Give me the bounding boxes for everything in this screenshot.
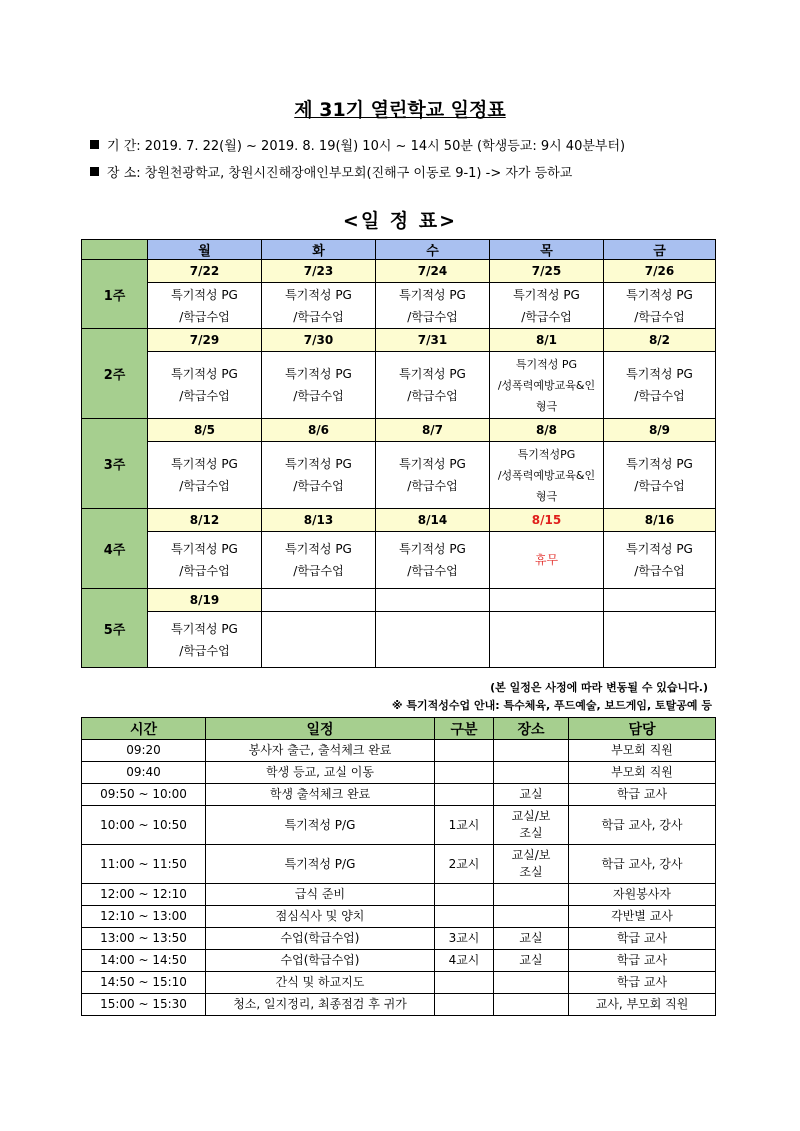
activity-line: /학급수업	[634, 309, 685, 324]
place-line	[90, 162, 572, 181]
date-cell: 7/26	[604, 260, 716, 283]
day-header: 화	[262, 240, 376, 260]
calendar-day-header-row	[82, 240, 716, 260]
activity-line: /학급수업	[521, 309, 572, 324]
week-label: 1주	[82, 260, 148, 329]
date-cell: 7/23	[262, 260, 376, 283]
table-row	[82, 806, 716, 845]
schedule-cell: 각반별 교사	[569, 906, 716, 928]
table-row	[82, 928, 716, 950]
date-cell: 7/30	[262, 329, 376, 352]
schedule-cell: 12:10 ~ 13:00	[82, 906, 206, 928]
table-row	[82, 972, 716, 994]
table-row	[82, 884, 716, 906]
schedule-cell: 교실	[494, 950, 569, 972]
schedule-cell: 학급 교사	[569, 928, 716, 950]
schedule-cell: 학급 교사, 강사	[569, 845, 716, 884]
week-date-row	[82, 260, 716, 283]
week-label: 3주	[82, 419, 148, 509]
schedule-cell	[435, 994, 494, 1016]
table-row	[82, 784, 716, 806]
schedule-cell: 간식 및 하교지도	[206, 972, 435, 994]
activity-line: /학급수업	[407, 479, 458, 493]
activity-cell	[490, 532, 604, 589]
schedule-cell: 교실	[494, 928, 569, 950]
date-cell: 7/29	[148, 329, 262, 352]
activity-line: 특기적성 PG	[171, 457, 238, 471]
schedule-cell	[435, 884, 494, 906]
activity-cell	[490, 612, 604, 668]
activity-cell	[376, 612, 490, 668]
activity-line: 형극	[535, 399, 558, 413]
activity-cell	[604, 352, 716, 419]
schedule-cell	[435, 784, 494, 806]
week-label: 2주	[82, 329, 148, 419]
day-header: 목	[490, 240, 604, 260]
square-bullet-icon	[90, 140, 99, 149]
schedule-cell: 학생 출석체크 완료	[206, 784, 435, 806]
schedule-header-row	[82, 718, 716, 740]
schedule-cell: 4교시	[435, 950, 494, 972]
activity-cell	[604, 283, 716, 329]
schedule-cell: 15:00 ~ 15:30	[82, 994, 206, 1016]
activity-line: /학급수업	[407, 389, 458, 403]
activity-line: 특기적성 PG	[626, 287, 693, 302]
date-cell: 8/6	[262, 419, 376, 442]
schedule-cell: 14:00 ~ 14:50	[82, 950, 206, 972]
activity-line: /학급수업	[179, 643, 230, 658]
page-title-text: 제 31기 열린학교 일정표	[294, 99, 506, 121]
week-label: 4주	[82, 509, 148, 589]
table-row	[82, 950, 716, 972]
date-cell: 8/7	[376, 419, 490, 442]
activity-line: /학급수업	[407, 564, 458, 578]
place-text: 장 소: 창원천광학교, 창원시진해장애인부모회(진해구 이동로 9-1) -> 자가 등하교	[107, 166, 573, 181]
activity-line: 특기적성 PG	[513, 287, 580, 302]
schedule-cell: 교실/보조실	[494, 806, 569, 845]
schedule-header-cell: 담당	[569, 718, 716, 740]
table-row	[82, 994, 716, 1016]
activity-line: /학급수업	[179, 564, 230, 578]
schedule-cell: 10:00 ~ 10:50	[82, 806, 206, 845]
activity-cell	[148, 612, 262, 668]
schedule-cell: 09:50 ~ 10:00	[82, 784, 206, 806]
activity-line: 특기적성PG	[517, 447, 576, 461]
date-cell: 8/12	[148, 509, 262, 532]
schedule-cell	[494, 740, 569, 762]
activity-line: /학급수업	[179, 309, 230, 324]
table-row	[82, 762, 716, 784]
date-cell: 7/31	[376, 329, 490, 352]
schedule-cell: 13:00 ~ 13:50	[82, 928, 206, 950]
activity-line: /성폭력예방교육&인	[497, 378, 596, 392]
schedule-cell: 수업(학급수업)	[206, 928, 435, 950]
date-cell: 7/25	[490, 260, 604, 283]
activity-line: 특기적성 PG	[399, 367, 466, 381]
activity-line: 특기적성 PG	[626, 542, 693, 556]
week-date-row	[82, 589, 716, 612]
activity-cell	[148, 532, 262, 589]
activity-cell	[604, 532, 716, 589]
activity-line: /학급수업	[407, 309, 458, 324]
activity-cell	[604, 612, 716, 668]
schedule-cell: 특기적성 P/G	[206, 806, 435, 845]
schedule-cell: 자원봉사자	[569, 884, 716, 906]
date-cell: 8/16	[604, 509, 716, 532]
activity-line: /학급수업	[293, 479, 344, 493]
period-text: 기 간: 2019. 7. 22(월) ~ 2019. 8. 19(월) 10시 ~ 14시 50분 (학생등교: 9시 40분부터)	[107, 139, 626, 154]
activity-cell	[604, 442, 716, 509]
activity-cell	[376, 352, 490, 419]
activity-line: /학급수업	[634, 389, 685, 403]
activity-cell	[262, 352, 376, 419]
date-cell: 8/5	[148, 419, 262, 442]
activity-line: /학급수업	[634, 479, 685, 493]
schedule-cell: 학생 등교, 교실 이동	[206, 762, 435, 784]
activity-line: 휴무	[534, 553, 559, 567]
activity-line: /성폭력예방교육&인	[497, 468, 596, 482]
program-notice: ※ 특기적성수업 안내: 특수체육, 푸드예술, 보드게임, 토탈공예 등	[391, 699, 712, 712]
activity-cell	[262, 612, 376, 668]
day-header: 금	[604, 240, 716, 260]
week-activity-row	[82, 612, 716, 668]
date-cell	[376, 589, 490, 612]
date-cell: 7/22	[148, 260, 262, 283]
daily-schedule-table	[81, 717, 716, 1016]
schedule-cell	[494, 884, 569, 906]
date-cell: 8/8	[490, 419, 604, 442]
schedule-cell: 교실/보조실	[494, 845, 569, 884]
week-label: 5주	[82, 589, 148, 668]
schedule-cell: 09:20	[82, 740, 206, 762]
activity-cell	[262, 442, 376, 509]
activity-cell	[490, 283, 604, 329]
schedule-cell: 교사, 부모회 직원	[569, 994, 716, 1016]
table-row	[82, 845, 716, 884]
activity-cell	[376, 532, 490, 589]
activity-line: /학급수업	[293, 389, 344, 403]
week-activity-row	[82, 532, 716, 589]
schedule-cell: 수업(학급수업)	[206, 950, 435, 972]
activity-line: 특기적성 PG	[399, 457, 466, 471]
activity-line: 특기적성 PG	[626, 367, 693, 381]
date-cell: 8/2	[604, 329, 716, 352]
activity-line: 특기적성 PG	[515, 357, 578, 371]
schedule-cell	[435, 740, 494, 762]
schedule-cell	[494, 994, 569, 1016]
schedule-cell: 09:40	[82, 762, 206, 784]
schedule-cell: 학급 교사, 강사	[569, 806, 716, 845]
activity-line: 특기적성 PG	[285, 367, 352, 381]
activity-line: 특기적성 PG	[171, 367, 238, 381]
schedule-header-cell: 구분	[435, 718, 494, 740]
activity-cell	[148, 352, 262, 419]
schedule-cell: 부모회 직원	[569, 762, 716, 784]
schedule-cell: 점심식사 및 양치	[206, 906, 435, 928]
date-cell	[490, 589, 604, 612]
schedule-cell: 청소, 일지정리, 최종점검 후 귀가	[206, 994, 435, 1016]
schedule-cell	[494, 906, 569, 928]
schedule-cell: 봉사자 출근, 출석체크 완료	[206, 740, 435, 762]
schedule-cell: 급식 준비	[206, 884, 435, 906]
date-cell: 8/19	[148, 589, 262, 612]
schedule-cell: 14:50 ~ 15:10	[82, 972, 206, 994]
schedule-header-cell: 장소	[494, 718, 569, 740]
activity-cell	[490, 442, 604, 509]
activity-cell	[262, 283, 376, 329]
weekly-calendar	[81, 239, 716, 668]
activity-cell	[376, 283, 490, 329]
schedule-cell: 12:00 ~ 12:10	[82, 884, 206, 906]
date-cell	[604, 589, 716, 612]
schedule-cell: 교실	[494, 784, 569, 806]
schedule-cell	[435, 972, 494, 994]
period-line	[90, 135, 625, 154]
schedule-cell: 3교시	[435, 928, 494, 950]
activity-cell	[262, 532, 376, 589]
schedule-cell	[435, 762, 494, 784]
schedule-cell: 2교시	[435, 845, 494, 884]
change-notice: (본 일정은 사정에 따라 변동될 수 있습니다.)	[490, 681, 708, 694]
week-activity-row	[82, 283, 716, 329]
activity-line: 특기적성 PG	[171, 287, 238, 302]
schedule-cell: 학급 교사	[569, 972, 716, 994]
schedule-cell	[435, 906, 494, 928]
date-cell: 8/9	[604, 419, 716, 442]
activity-line: 특기적성 PG	[626, 457, 693, 471]
activity-line: 특기적성 PG	[171, 621, 238, 636]
activity-cell	[148, 283, 262, 329]
week-date-row	[82, 509, 716, 532]
activity-line: /학급수업	[179, 479, 230, 493]
schedule-header-cell: 시간	[82, 718, 206, 740]
activity-line: 형극	[535, 489, 558, 503]
activity-line: /학급수업	[179, 389, 230, 403]
date-cell	[262, 589, 376, 612]
schedule-header-cell: 일정	[206, 718, 435, 740]
week-date-row	[82, 329, 716, 352]
date-cell: 8/15	[490, 509, 604, 532]
date-cell: 8/14	[376, 509, 490, 532]
activity-line: 특기적성 PG	[285, 542, 352, 556]
activity-line: /학급수업	[293, 564, 344, 578]
activity-line: 특기적성 PG	[399, 287, 466, 302]
week-date-row	[82, 419, 716, 442]
calendar-corner-cell	[82, 240, 148, 260]
activity-cell	[490, 352, 604, 419]
day-header: 월	[148, 240, 262, 260]
activity-line: 특기적성 PG	[399, 542, 466, 556]
week-activity-row	[82, 352, 716, 419]
schedule-cell: 학급 교사	[569, 784, 716, 806]
schedule-cell	[494, 972, 569, 994]
table-row	[82, 740, 716, 762]
date-cell: 7/24	[376, 260, 490, 283]
activity-line: 특기적성 PG	[285, 287, 352, 302]
page-title	[0, 95, 800, 122]
table-row	[82, 906, 716, 928]
schedule-cell	[494, 762, 569, 784]
activity-cell	[376, 442, 490, 509]
calendar-heading: <일 정 표>	[342, 210, 458, 232]
activity-line: 특기적성 PG	[171, 542, 238, 556]
activity-line: 특기적성 PG	[285, 457, 352, 471]
schedule-cell: 특기적성 P/G	[206, 845, 435, 884]
activity-line: /학급수업	[293, 309, 344, 324]
schedule-cell: 부모회 직원	[569, 740, 716, 762]
square-bullet-icon	[90, 167, 99, 176]
activity-line: /학급수업	[634, 564, 685, 578]
schedule-cell: 11:00 ~ 11:50	[82, 845, 206, 884]
week-activity-row	[82, 442, 716, 509]
schedule-cell: 학급 교사	[569, 950, 716, 972]
date-cell: 8/13	[262, 509, 376, 532]
day-header: 수	[376, 240, 490, 260]
activity-cell	[148, 442, 262, 509]
date-cell: 8/1	[490, 329, 604, 352]
schedule-cell: 1교시	[435, 806, 494, 845]
